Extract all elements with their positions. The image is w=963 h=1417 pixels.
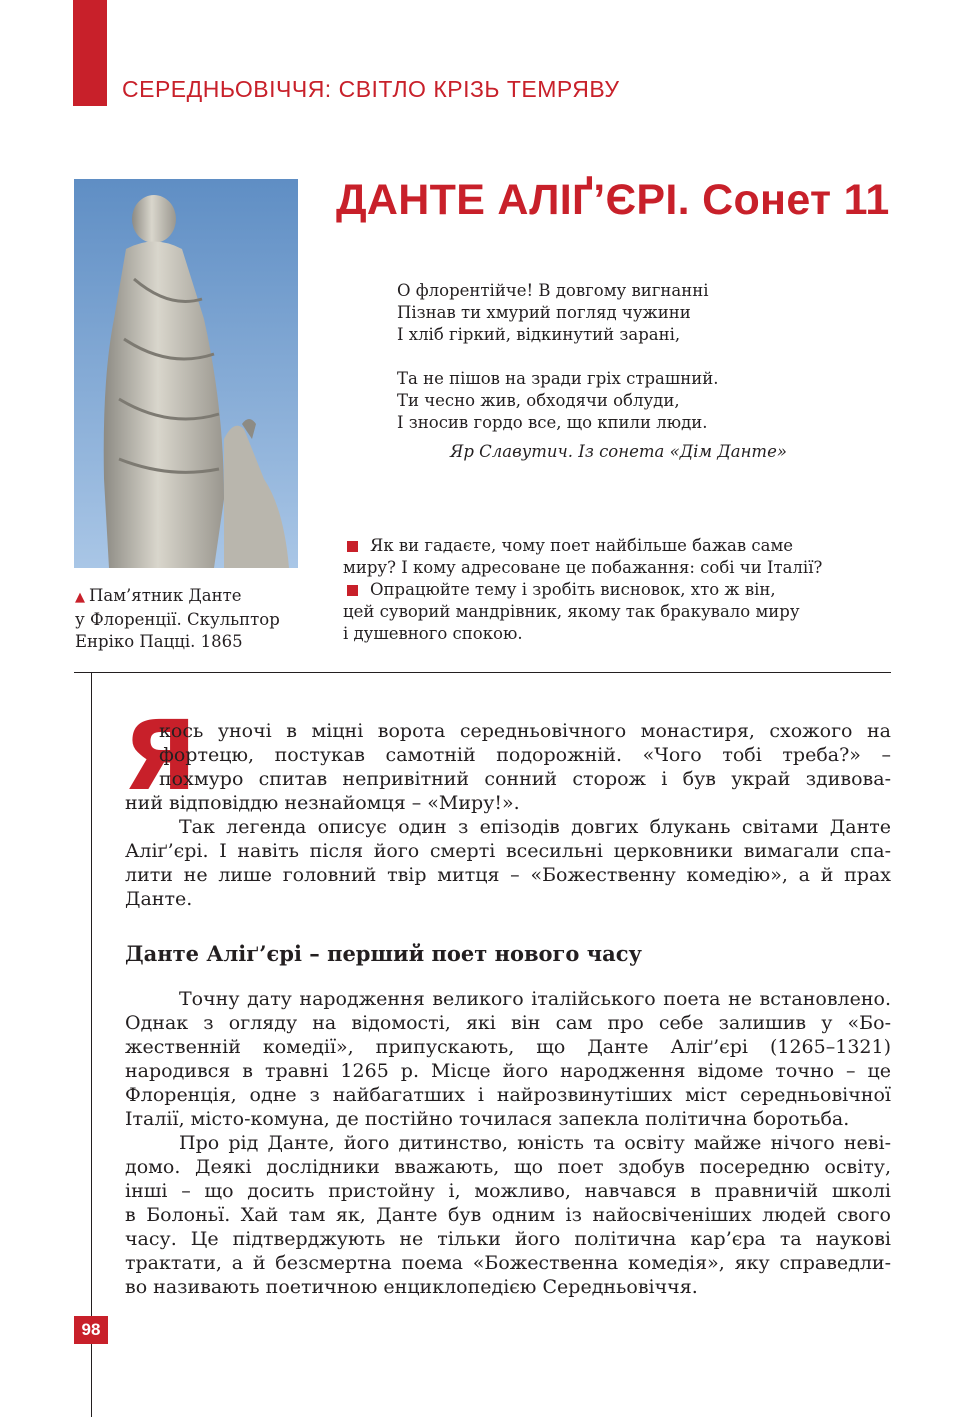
poem-line: О флорентійче! В довгому вигнанні <box>397 281 709 300</box>
square-bullet-icon <box>347 541 358 552</box>
sonnet-excerpt <box>397 280 718 434</box>
paragraph-3-line: Флоренція, одне з найбагатших і найрозвинутіших міст середньовічної <box>125 1084 891 1106</box>
paragraph-1-line: ний відповіддю незнайомця – «Миру!». <box>125 792 520 814</box>
page-title: ДАНТЕ АЛІҐ’ЄРІ. Сонет 11 <box>336 176 890 224</box>
poem-line: Пізнав ти хмурий погляд чужини <box>397 303 691 322</box>
triangle-icon: ▲ <box>75 590 85 605</box>
paragraph-1-line: фортецю, постукав самотній подорожній. «Чого тобі треба?» – <box>159 744 891 766</box>
paragraph-2-line: лити не лише головний твір митця – «Божественну комедію», а й прах <box>125 864 891 886</box>
paragraph-4-line: во називають поетичною енциклопедією Середньовіччя. <box>125 1276 698 1298</box>
paragraph-4-line: Про рід Данте, його дитинство, юність та освіту майже нічого неві- <box>179 1132 891 1154</box>
question-2-line-1: Опрацюйте тему і зробіть висновок, хто ж він, <box>370 580 776 599</box>
caption-line-1: Пам’ятник Данте <box>89 586 242 605</box>
questions-block <box>343 535 822 645</box>
paragraph-1-line: похмуро спитав непривітний сонний сторож і був украй здивова- <box>159 768 891 790</box>
poem-attribution: Яр Славутич. Із сонета «Дім Данте» <box>450 442 787 461</box>
page-number: 98 <box>74 1316 108 1344</box>
poem-line: І зносив гордо все, що кпили люди. <box>397 413 708 432</box>
paragraph-3-line: Італії, місто-комуна, де постійно точилася запекла політична боротьба. <box>125 1108 850 1130</box>
main-text-section <box>125 987 891 1299</box>
caption-line-3: Енріко Пацці. 1865 <box>75 632 243 651</box>
paragraph-3-line: жественній комедії», припускають, що Данте Аліґ’єрі (1265–1321) <box>125 1036 891 1058</box>
paragraph-2-line: Так легенда описує один з епізодів довгих блукань світами Данте <box>179 816 891 838</box>
section-heading: Данте Аліґ’єрі – перший поет нового часу <box>125 941 642 966</box>
header-red-bar <box>73 0 107 106</box>
paragraph-3-line: народився в травні 1265 р. Місце його народження відоме точно – це <box>125 1060 891 1082</box>
paragraph-4-line: часу. Це підтверджують не тільки його політична кар’єра та наукові <box>125 1228 891 1250</box>
question-1-line-1: Як ви гадаєте, чому поет найбільше бажав саме <box>370 536 794 555</box>
square-bullet-icon <box>347 585 358 596</box>
caption-line-2: у Флоренції. Скульптор <box>75 610 280 629</box>
paragraph-1-line: кось уночі в міцні ворота середньовічного монастиря, схожого на <box>159 720 891 742</box>
question-2-line-2: цей суворий мандрівник, якому так бракувало миру <box>343 602 800 621</box>
poem-line: І хліб гіркий, відкинутий зарані, <box>397 325 681 344</box>
paragraph-2-line: Аліґ’єрі. І навіть після його смерті всесильні церковники вимагали спа- <box>125 840 891 862</box>
poem-line: Ти чесно жив, обходячи облуди, <box>397 391 680 410</box>
horizontal-divider <box>74 672 891 673</box>
main-text <box>125 719 891 911</box>
dante-statue-photo <box>74 179 298 568</box>
drop-cap: Я <box>123 700 197 812</box>
running-head: СЕРЕДНЬОВІЧЧЯ: СВІТЛО КРІЗЬ ТЕМРЯВУ <box>122 76 620 102</box>
question-2-line-3: і душевного спокою. <box>343 624 523 643</box>
photo-caption <box>75 585 325 653</box>
paragraph-4-line: інші – що досить пристойну і, можливо, навчався в правничій школі <box>125 1180 891 1202</box>
paragraph-4-line: домо. Деякі дослідники вважають, що поет здобув посередню освіту, <box>125 1156 891 1178</box>
question-1-line-2: миру? І кому адресоване це побажання: собі чи Італії? <box>343 558 823 577</box>
paragraph-2-line: Данте. <box>125 888 193 910</box>
vertical-margin-rule <box>91 672 92 1417</box>
poem-line: Та не пішов на зради гріх страшний. <box>397 369 719 388</box>
paragraph-3-line: Точну дату народження великого італійського поета не встановлено. <box>179 988 891 1010</box>
paragraph-3-line: Однак з огляду на відомості, які він сам про себе залишив у «Бо- <box>125 1012 891 1034</box>
paragraph-4-line: в Болоньї. Хай там як, Данте був одним із найосвіченіших людей свого <box>125 1204 891 1226</box>
paragraph-4-line: трактати, а й безсмертна поема «Божественна комедія», яку справедли- <box>125 1252 891 1274</box>
